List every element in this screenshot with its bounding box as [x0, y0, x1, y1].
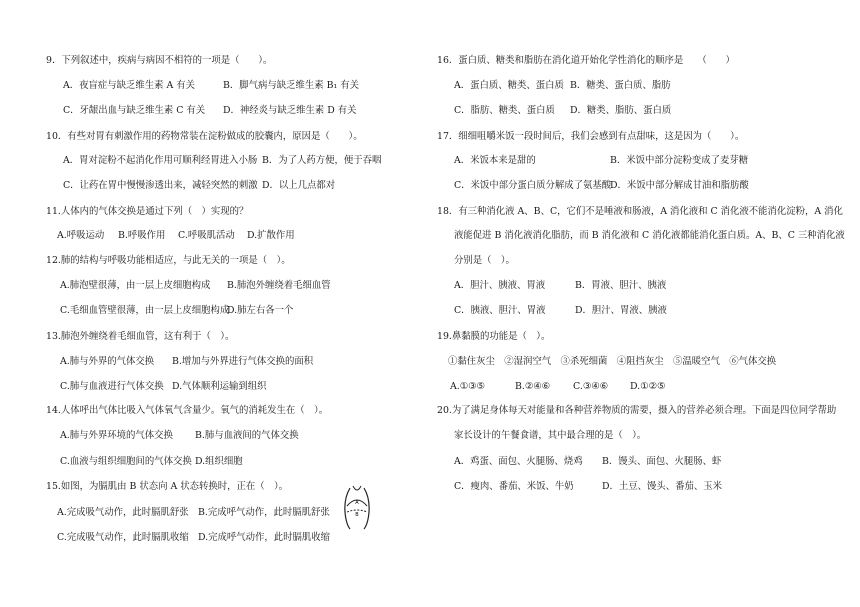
- q15-option-a: A.完成吸气动作，此时膈肌舒张: [57, 507, 189, 518]
- q20-option-c: C．瘦肉、番茄、米饭、牛奶: [454, 481, 574, 492]
- ribcage-right-line: [364, 488, 369, 529]
- q20-stem-line2: 家长设计的午餐食谱，其中最合理的是（ ）。: [454, 430, 647, 441]
- q14-option-a: A.肺与外界环境的气体交换: [60, 430, 173, 441]
- q17-option-a: A．米饭本来是甜的: [454, 155, 536, 166]
- q20-stem-line1: 20.为了满足身体每天对能量和各种营养物质的需要，摄入的营养必须合理。下面是四位同学帮助: [437, 405, 837, 416]
- q10-option-a: A．胃对淀粉不起消化作用可顺利经胃进入小肠: [63, 155, 258, 166]
- q18-option-a: A．胆汁、胰液、胃液: [454, 280, 546, 291]
- q17-option-c: C．米饭中部分蛋白质分解成了氨基酸: [454, 180, 612, 191]
- q15-option-d: D.完成呼气动作，此时膈肌收缩: [198, 532, 331, 543]
- q19-option-b: B.②④⑥: [515, 381, 551, 392]
- q14-option-d: D.组织细胞: [195, 456, 243, 467]
- q16-option-b: B．糖类、蛋白质、脂肪: [570, 80, 671, 91]
- q11-option-b: B.呼吸作用: [118, 230, 166, 241]
- q18-stem-line1: 18．有三种消化液 A、B、C，它们不是唾液和肠液，A 消化液和 C 消化液不能消化淀粉，A 消化: [437, 206, 843, 217]
- q16-option-a: A．蛋白质、糖类、蛋白质: [454, 80, 564, 91]
- q10-stem: 10．有些对胃有刺激作用的药物常装在淀粉做成的胶囊内，原因是（ ）。: [46, 131, 363, 142]
- q9-option-a: A．夜盲症与缺乏维生素 A 有关: [63, 80, 196, 91]
- q15-stem: 15.如图，为膈肌由 B 状态向 A 状态转换时，正在（ ）。: [46, 481, 289, 492]
- q13-option-c: C.肺与血液进行气体交换: [60, 381, 164, 392]
- q12-stem: 12.肺的结构与呼吸功能相适应，与此无关的一项是（ ）。: [46, 255, 291, 266]
- q18-stem-line3: 分别是（ ）。: [454, 255, 515, 266]
- q14-stem: 14.人体呼出气体比吸入气体氧气含量少。氧气的消耗发生在（ ）。: [46, 405, 329, 416]
- q9-option-b: B．脚气病与缺乏维生素 B₁ 有关: [223, 80, 359, 91]
- figure-label-a: A: [355, 500, 359, 506]
- q20-option-a: A．鸡蛋、面包、火腿肠、烧鸡: [454, 456, 583, 467]
- ribcage-left-line: [345, 488, 350, 529]
- q13-option-a: A.肺与外界的气体交换: [60, 356, 155, 367]
- q19-option-c: C.③④⑥: [573, 381, 609, 392]
- q17-option-b: B．米饭中部分淀粉变成了麦芽糖: [610, 155, 749, 166]
- q19-option-a: A.①③⑤: [450, 381, 485, 392]
- q19-stem: 19.鼻黏膜的功能是（ ）。: [437, 331, 551, 342]
- q10-option-d: D．以上几点都对: [262, 180, 336, 191]
- q19-items: ①黏住灰尘 ②湿润空气 ③杀死细菌 ④阻挡灰尘 ⑤温暖空气 ⑥气体交换: [448, 356, 777, 367]
- q20-option-b: B．馒头、面包、火腿肠、虾: [602, 456, 722, 467]
- q12-option-b: B.肺泡外缠绕着毛细血管: [227, 280, 331, 291]
- q18-option-b: B．胃液、胆汁、胰液: [575, 280, 667, 291]
- q12-option-a: A.肺泡壁很薄，由一层上皮细胞构成: [60, 280, 211, 291]
- q14-option-b: B.肺与血液间的气体交换: [195, 430, 299, 441]
- q10-option-b: B．为了人药方便，便于吞咽: [262, 155, 382, 166]
- q9-option-c: C．牙龈出血与缺乏维生素 C 有关: [63, 105, 206, 116]
- q18-option-d: D．胆汁、胃液、胰液: [575, 305, 667, 316]
- q16-stem: 16．蛋白质、糖类和脂肪在消化道开始化学性消化的顺序是 （ ）: [437, 55, 735, 66]
- q13-option-d: D.气体顺利运输到组织: [172, 381, 267, 392]
- q15-option-c: C.完成吸气动作，此时膈肌收缩: [57, 532, 189, 543]
- left-column: [0, 0, 400, 607]
- q12-option-d: D.肺左右各一个: [227, 305, 294, 316]
- q17-stem: 17．细细咀嚼米饭一段时间后，我们会感到有点甜味，这是因为（ ）。: [437, 131, 745, 142]
- q17-option-d: D．米饭中部分解成甘油和脂肪酸: [610, 180, 749, 191]
- q16-option-c: C．脂肪、糖类、蛋白质: [454, 105, 555, 116]
- q12-option-c: C.毛细血管壁很薄，由一层上皮细胞构成: [60, 305, 230, 316]
- q9-option-d: D．神经炎与缺乏维生素 D 有关: [223, 105, 357, 116]
- q13-stem: 13.肺泡外缠绕着毛细血管，这有利于（ ）。: [46, 331, 235, 342]
- q19-option-d: D.①②⑤: [630, 381, 666, 392]
- q20-option-d: D．土豆、馒头、番茄、玉米: [602, 481, 723, 492]
- right-column: [430, 0, 845, 607]
- q11-option-a: A.呼吸运动: [57, 230, 105, 241]
- q13-option-b: B.增加与外界进行气体交换的面积: [172, 356, 314, 367]
- q11-option-d: D.扩散作用: [247, 230, 295, 241]
- q18-option-c: C．胰液、胆汁、胃液: [454, 305, 546, 316]
- q14-option-c: C.血液与组织细胞间的气体交换: [60, 456, 192, 467]
- trachea-line: [353, 486, 361, 490]
- q11-option-c: C.呼吸肌活动: [178, 230, 235, 241]
- diaphragm-figure: [340, 484, 374, 532]
- figure-label-b: B: [355, 512, 359, 518]
- q15-option-b: B.完成呼气动作，此时膈肌舒张: [198, 507, 330, 518]
- q18-stem-line2: 液能促进 B 消化液消化脂肪，而 B 消化液和 C 消化液都能消化蛋白质。A、B、C 三种消化液: [454, 230, 845, 241]
- q16-option-d: D．糖类、脂肪、蛋白质: [570, 105, 672, 116]
- q10-option-c: C．让药在胃中慢慢渗透出来，减轻突然的刺激: [63, 180, 258, 191]
- q11-stem: 11.人体内的气体交换是通过下列（ ）实现的？: [46, 206, 249, 217]
- q9-stem: 9．下列叙述中，疾病与病因不相符的一项是（ ）。: [46, 55, 273, 66]
